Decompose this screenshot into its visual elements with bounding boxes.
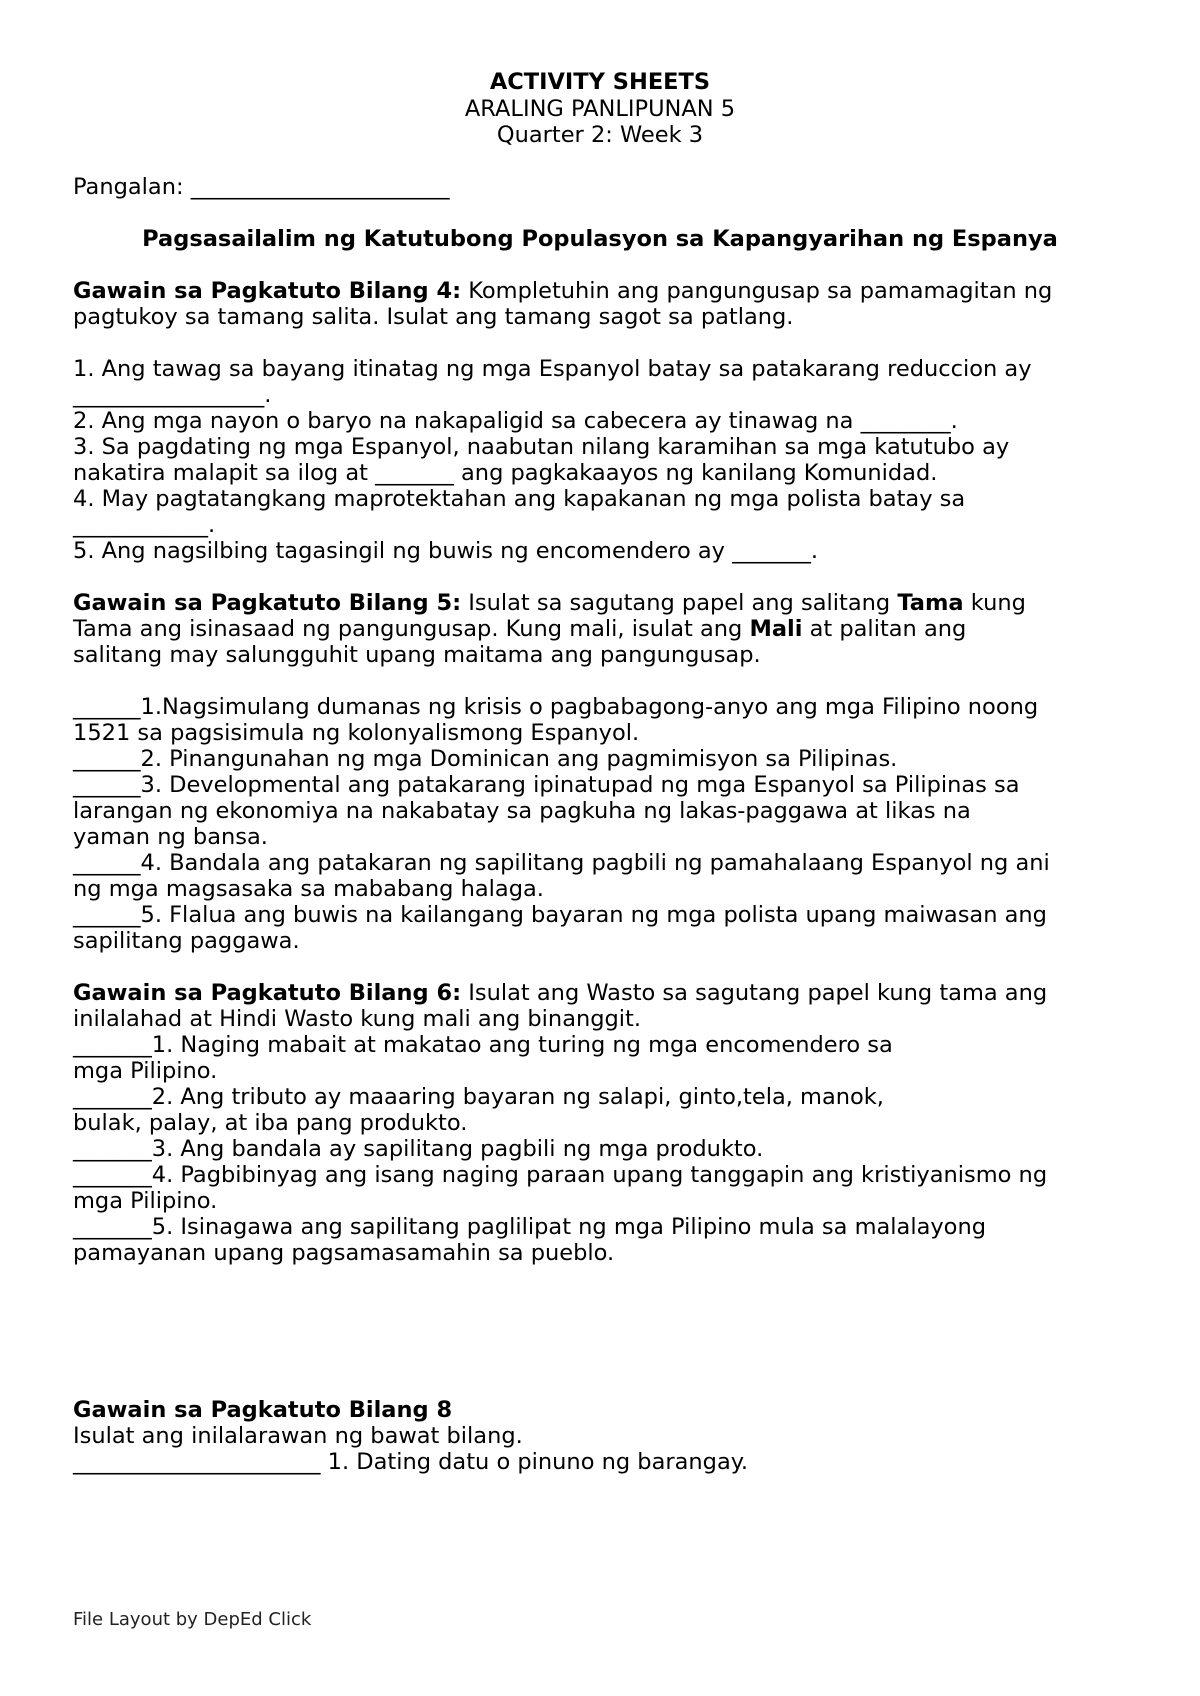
activity4-instr-line2: pagtukoy sa tamang salita. Isulat ang tamang sagot sa patlang. — [73, 304, 794, 330]
activity4-item-line: _________________. — [73, 382, 272, 408]
activity5-instr-line3: salitang may salungguhit upang maitama ang pangungusap. — [73, 642, 761, 668]
activity6-item-line: pamayanan upang pagsamasamahin sa pueblo. — [73, 1240, 615, 1266]
footer-credit: File Layout by DepEd Click — [73, 1609, 312, 1630]
activity5-item-line: ______3. Developmental ang patakarang ipinatupad ng mga Espanyol sa Pilipinas sa — [73, 772, 1020, 798]
activity4-item-line: 5. Ang nagsilbing tagasingil ng buwis ng encomendero ay _______. — [73, 538, 819, 564]
activity5-instr-text: at palitan ang — [802, 616, 967, 642]
activity6-item-line: mga Pilipino. — [73, 1058, 218, 1084]
activity5-item-line: sapilitang paggawa. — [73, 928, 300, 954]
activity6-instructions — [73, 979, 1143, 1008]
subject-title: ARALING PANLIPUNAN 5 — [464, 96, 736, 122]
activity6-item-line: _______3. Ang bandala ay sapilitang pagbili ng mga produkto. — [73, 1136, 764, 1162]
activity5-heading: Gawain sa Pagkatuto Bilang 5: — [73, 590, 462, 616]
activity4-item-line: 3. Sa pagdating ng mga Espanyol, naabutan nilang karamihan sa mga katutubo ay — [73, 434, 1010, 460]
activity4-instructions — [73, 277, 1143, 306]
mali-keyword: Mali — [749, 616, 803, 642]
activity5-item-line: yaman ng bansa. — [73, 824, 268, 850]
activity6-item-line: _______1. Naging mabait at makatao ang turing ng mga encomendero sa — [73, 1032, 893, 1058]
activity8-instructions: Isulat ang inilalarawan ng bawat bilang. — [73, 1423, 523, 1449]
activity4-heading: Gawain sa Pagkatuto Bilang 4: — [73, 278, 462, 304]
activity4-item-line: ____________. — [73, 512, 216, 538]
activity8-heading: Gawain sa Pagkatuto Bilang 8 — [73, 1397, 453, 1423]
activity5-item-line: ______2. Pinangunahan ng mga Dominican ang pagmimisyon sa Pilipinas. — [73, 746, 898, 772]
activity4-item-line: 1. Ang tawag sa bayang itinatag ng mga Espanyol batay sa patakarang reduccion ay — [73, 356, 1032, 382]
activity6-item-line: _______2. Ang tributo ay maaaring bayaran ng salapi, ginto,tela, manok, — [73, 1084, 884, 1110]
activity6-item-line: mga Pilipino. — [73, 1188, 218, 1214]
activity5-instr-text: kung — [963, 590, 1026, 616]
activity5-item-line: ______5. Flalua ang buwis na kailangang bayaran ng mga polista upang maiwasan ang — [73, 902, 1047, 928]
activity6-instr-line2: inilalahad at Hindi Wasto kung mali ang binanggit. — [73, 1006, 642, 1032]
activity6-item-line: _______5. Isinagawa ang sapilitang paglilipat ng mga Pilipino mula sa malalayong — [73, 1214, 986, 1240]
tama-keyword: Tama — [897, 590, 964, 616]
activity5-item-line: 1521 sa pagsisimula ng kolonyalismong Espanyol. — [73, 720, 640, 746]
activity6-item-line: _______4. Pagbibinyag ang isang naging paraan upang tanggapin ang kristiyanismo ng — [73, 1162, 1048, 1188]
activity5-instr-text: Tama ang isinasaad ng pangungusap. Kung mali, isulat ang — [73, 616, 750, 642]
activity6-heading: Gawain sa Pagkatuto Bilang 6: — [73, 980, 462, 1006]
activity5-instructions — [73, 589, 1143, 618]
activity6-item-line: bulak, palay, at iba pang produkto. — [73, 1110, 468, 1136]
activity4-item-line: 2. Ang mga nayon o baryo na nakapaligid sa cabecera ay tinawag na ________. — [73, 408, 958, 434]
quarter-label: Quarter 2: Week 3 — [496, 122, 704, 148]
name-field-line: Pangalan: _______________________ — [73, 174, 450, 200]
activity5-item-line: ______4. Bandala ang patakaran ng sapilitang pagbili ng pamahalaang Espanyol ng ani — [73, 850, 1050, 876]
lesson-title: Pagsasailalim ng Katutubong Populasyon sa Kapangyarihan ng Espanya — [142, 226, 1058, 252]
sheet-title: ACTIVITY SHEETS — [489, 69, 711, 95]
activity5-item-line: ng mga magsasaka sa mababang halaga. — [73, 876, 544, 902]
activity5-item-line: ______1.Nagsimulang dumanas ng krisis o pagbabagong-anyo ang mga Filipino noong — [73, 694, 1039, 720]
activity6-instr-text: Isulat ang Wasto sa sagutang papel kung tama ang — [461, 980, 1048, 1006]
activity5-instr-text: Isulat sa sagutang papel ang salitang — [461, 590, 898, 616]
activity4-instr-text: Kompletuhin ang pangungusap sa pamamagitan ng — [461, 278, 1053, 304]
activity4-item-line: 4. May pagtatangkang maprotektahan ang kapakanan ng mga polista batay sa — [73, 486, 966, 512]
activity5-instr-line2 — [73, 615, 1143, 644]
activity4-item-line: nakatira malapit sa ilog at _______ ang pagkakaayos ng kanilang Komunidad. — [73, 460, 938, 486]
activity8-item-line: ______________________ 1. Dating datu o pinuno ng barangay. — [73, 1449, 748, 1475]
activity5-item-line: larangan ng ekonomiya na nakabatay sa pagkuha ng lakas-paggawa at likas na — [73, 798, 971, 824]
